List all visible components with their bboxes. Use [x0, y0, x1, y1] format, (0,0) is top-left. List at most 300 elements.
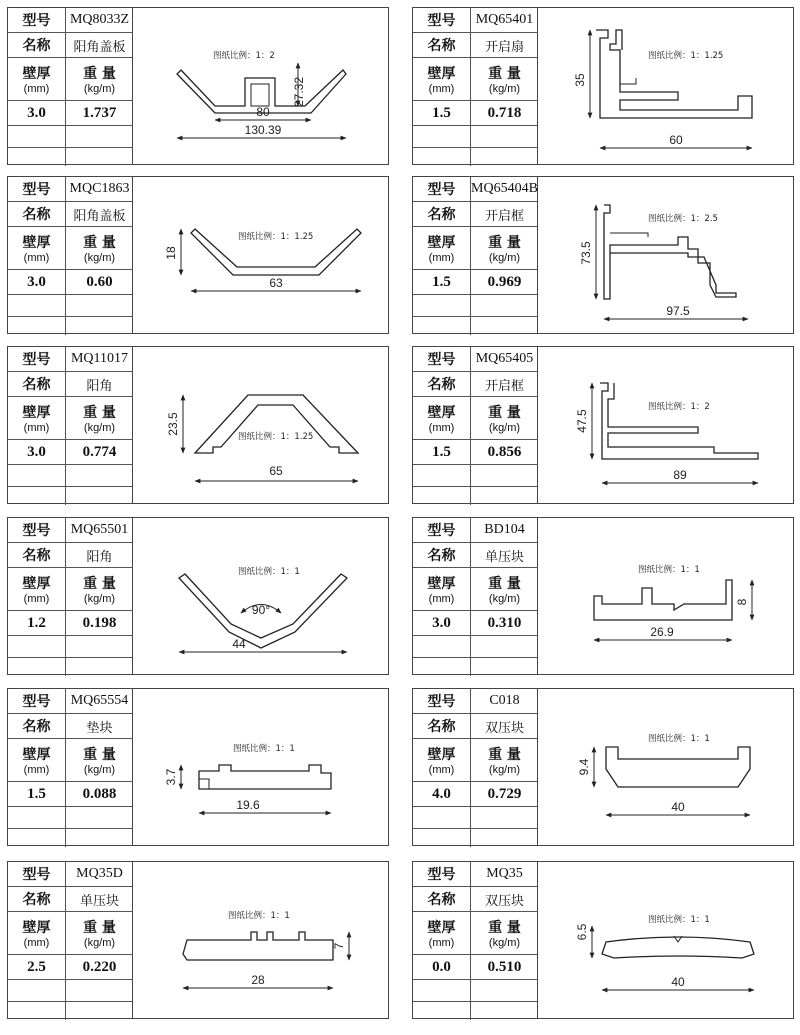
- profile-line: [199, 765, 331, 789]
- profile-svg: [538, 177, 793, 333]
- wall-header: [8, 227, 66, 269]
- spec-table: [8, 177, 133, 333]
- weight-label: 重 量: [83, 235, 116, 251]
- scale-note: 图纸比例：1：2: [213, 51, 275, 61]
- empty-row: [8, 636, 133, 658]
- thickness-value: 3.0: [8, 440, 66, 464]
- profile-svg: [538, 347, 793, 503]
- scale-note: 图纸比例：1：1: [238, 567, 300, 577]
- thickness-value: 1.5: [413, 270, 471, 294]
- model-value: MQ35D: [76, 866, 123, 881]
- thickness-value: 2.5: [8, 955, 66, 979]
- header-row: [413, 568, 538, 611]
- empty-row: [413, 148, 538, 166]
- weight-value: 0.774: [82, 443, 117, 460]
- name-text: 双压块: [484, 720, 524, 736]
- name-label: 名称: [8, 714, 66, 738]
- name-row: [8, 372, 133, 397]
- wall-label: 壁厚: [22, 235, 51, 251]
- empty-row: [413, 126, 538, 148]
- header-row: [8, 568, 133, 611]
- wall-unit: (mm): [23, 764, 50, 776]
- model-label: 型号: [413, 518, 471, 542]
- model-value: BD104: [484, 522, 525, 537]
- model-row: [413, 689, 538, 714]
- wall-unit: (mm): [428, 937, 455, 949]
- model-value: MQC1863: [69, 181, 130, 196]
- model-row: [8, 518, 133, 543]
- wall-unit: (mm): [23, 252, 50, 264]
- profile-svg: [133, 862, 388, 1018]
- weight-unit: (kg/m): [488, 252, 521, 264]
- name-text: 开启框: [484, 378, 524, 394]
- name-text: 开启扇: [484, 39, 524, 55]
- value-row: [413, 782, 538, 807]
- name-label: 名称: [413, 887, 471, 911]
- dimension-label: 130.39: [244, 123, 282, 137]
- weight-label: 重 量: [488, 66, 521, 82]
- wall-label: 壁厚: [22, 747, 51, 763]
- wall-label: 壁厚: [427, 235, 456, 251]
- empty-row: [8, 980, 133, 1002]
- profile-line: [183, 932, 333, 960]
- weight-value: 0.60: [86, 273, 113, 290]
- model-row: [8, 862, 133, 887]
- weight-value: 0.088: [82, 785, 117, 802]
- wall-unit: (mm): [428, 252, 455, 264]
- dimension-label: 19.6: [236, 798, 260, 812]
- product-card: [7, 7, 389, 165]
- weight-value: 0.198: [82, 614, 117, 631]
- profile-line: [606, 747, 750, 787]
- scale-note: 图纸比例：1：2: [648, 402, 710, 412]
- product-card: [412, 176, 794, 334]
- weight-header: [471, 568, 538, 610]
- wall-label: 壁厚: [427, 405, 456, 421]
- weight-label: 重 量: [488, 405, 521, 421]
- model-label: 型号: [8, 8, 66, 32]
- name-value: [471, 372, 538, 396]
- profile-line: [596, 30, 752, 118]
- spec-table: [413, 862, 538, 1018]
- weight-header: [471, 912, 538, 954]
- empty-row: [8, 807, 133, 829]
- dimension-label: 35: [573, 73, 587, 87]
- dimension-label: 7: [332, 942, 346, 950]
- profile-drawing: [133, 177, 388, 333]
- weight-value: 0.510: [487, 958, 522, 975]
- empty-row: [413, 829, 538, 847]
- scale-note: 图纸比例：1：2.5: [648, 214, 718, 224]
- name-row: [8, 202, 133, 227]
- model-label: 型号: [413, 177, 471, 201]
- header-row: [413, 227, 538, 270]
- profile-svg: [538, 862, 793, 1018]
- scale-note: 图纸比例：1：1.25: [648, 51, 724, 61]
- weight-value: 0.220: [82, 958, 117, 975]
- profile-line: [594, 580, 732, 620]
- model-row: [8, 177, 133, 202]
- model-row: [413, 8, 538, 33]
- profile-line: [610, 233, 648, 237]
- dimension-label: 8: [735, 598, 749, 606]
- dimension-label: 23.5: [166, 412, 180, 436]
- profile-drawing: [538, 689, 793, 845]
- product-card: [7, 861, 389, 1019]
- name-value: [66, 33, 133, 57]
- name-text: 阳角: [86, 549, 113, 565]
- product-card: [412, 861, 794, 1019]
- weight-unit: (kg/m): [488, 764, 521, 776]
- wall-label: 壁厚: [22, 576, 51, 592]
- weight-label: 重 量: [488, 576, 521, 592]
- profile-drawing: [133, 347, 388, 503]
- wall-unit: (mm): [23, 422, 50, 434]
- dimension-label: 27.32: [292, 76, 306, 108]
- weight-label: 重 量: [488, 747, 521, 763]
- spec-table: [8, 862, 133, 1018]
- scale-note: 图纸比例：1：1: [648, 915, 710, 925]
- name-value: [471, 714, 538, 738]
- weight-header: [66, 397, 133, 439]
- product-card: [7, 176, 389, 334]
- dimension-label: 80: [256, 105, 270, 119]
- name-value: [66, 543, 133, 567]
- product-card: [412, 7, 794, 165]
- model-label: 型号: [8, 862, 66, 886]
- thickness-value: 1.5: [413, 440, 471, 464]
- header-row: [8, 58, 133, 101]
- model-row: [413, 347, 538, 372]
- header-row: [8, 227, 133, 270]
- dimension-label: 26.9: [650, 625, 674, 639]
- spec-table: [413, 8, 538, 164]
- weight-header: [66, 739, 133, 781]
- name-label: 名称: [413, 543, 471, 567]
- weight-unit: (kg/m): [83, 593, 116, 605]
- scale-note: 图纸比例：1：1: [648, 734, 710, 744]
- name-label: 名称: [8, 543, 66, 567]
- thickness-value: 3.0: [413, 611, 471, 635]
- profile-svg: [133, 8, 388, 164]
- wall-unit: (mm): [428, 764, 455, 776]
- dimension-label: 44: [232, 637, 246, 651]
- scale-note: 图纸比例：1：1: [228, 911, 290, 921]
- dimension-label: 6.5: [575, 923, 589, 941]
- empty-row: [413, 1002, 538, 1020]
- model-label: 型号: [8, 689, 66, 713]
- dimension-label: 47.5: [575, 409, 589, 433]
- name-value: [471, 543, 538, 567]
- name-row: [413, 202, 538, 227]
- weight-unit: (kg/m): [83, 937, 116, 949]
- name-label: 名称: [8, 202, 66, 226]
- value-row: [8, 270, 133, 295]
- name-row: [8, 714, 133, 739]
- spec-table: [413, 177, 538, 333]
- empty-row: [413, 317, 538, 335]
- weight-unit: (kg/m): [83, 83, 116, 95]
- dimension-label: 40: [671, 800, 685, 814]
- name-row: [8, 33, 133, 58]
- dimension-label: 3.7: [164, 768, 178, 786]
- weight-label: 重 量: [488, 235, 521, 251]
- name-label: 名称: [413, 372, 471, 396]
- value-row: [8, 440, 133, 465]
- model-value: MQ11017: [70, 351, 129, 366]
- name-label: 名称: [8, 372, 66, 396]
- model-label: 型号: [8, 347, 66, 371]
- weight-value: 0.310: [487, 614, 522, 631]
- wall-header: [8, 58, 66, 100]
- name-text: 单压块: [484, 549, 524, 565]
- model-label: 型号: [8, 177, 66, 201]
- weight-unit: (kg/m): [488, 937, 521, 949]
- model-value: MQ35: [486, 866, 523, 881]
- name-row: [413, 714, 538, 739]
- dimension-label: 9.4: [577, 758, 591, 776]
- wall-header: [8, 739, 66, 781]
- value-row: [8, 611, 133, 636]
- model-label: 型号: [8, 518, 66, 542]
- name-row: [8, 543, 133, 568]
- model-value: C018: [489, 693, 520, 708]
- profile-line: [195, 395, 358, 453]
- wall-header: [8, 568, 66, 610]
- profile-drawing: [133, 689, 388, 845]
- empty-row: [413, 980, 538, 1002]
- value-row: [8, 101, 133, 126]
- name-value: [66, 202, 133, 226]
- weight-label: 重 量: [83, 405, 116, 421]
- scale-note: 图纸比例：1：1.25: [238, 232, 314, 242]
- name-text: 双压块: [484, 893, 524, 909]
- name-row: [413, 887, 538, 912]
- empty-row: [8, 487, 133, 505]
- wall-label: 壁厚: [22, 405, 51, 421]
- weight-header: [471, 227, 538, 269]
- value-row: [413, 101, 538, 126]
- dimension-label: 60: [669, 133, 683, 147]
- name-value: [66, 714, 133, 738]
- wall-label: 壁厚: [427, 576, 456, 592]
- model-row: [8, 689, 133, 714]
- weight-unit: (kg/m): [83, 422, 116, 434]
- weight-label: 重 量: [83, 920, 116, 936]
- weight-value: 0.718: [487, 104, 522, 121]
- wall-header: [413, 739, 471, 781]
- name-row: [8, 887, 133, 912]
- wall-label: 壁厚: [427, 920, 456, 936]
- profile-drawing: [538, 177, 793, 333]
- weight-value: 1.737: [82, 104, 117, 121]
- profile-drawing: [133, 8, 388, 164]
- weight-unit: (kg/m): [488, 83, 521, 95]
- model-value: MQ65554: [70, 693, 129, 708]
- model-label: 型号: [413, 689, 471, 713]
- model-row: [413, 862, 538, 887]
- profile-line: [602, 937, 754, 958]
- dimension-label: 40: [671, 975, 685, 989]
- model-value: MQ65501: [70, 522, 129, 537]
- empty-row: [8, 465, 133, 487]
- profile-drawing: [133, 862, 388, 1018]
- name-row: [413, 33, 538, 58]
- thickness-value: 1.5: [8, 782, 66, 806]
- model-row: [413, 518, 538, 543]
- profile-drawing: [133, 518, 388, 674]
- empty-row: [413, 636, 538, 658]
- header-row: [8, 739, 133, 782]
- wall-label: 壁厚: [22, 66, 51, 82]
- profile-line: [251, 84, 269, 106]
- empty-row: [413, 295, 538, 317]
- header-row: [413, 397, 538, 440]
- model-row: [413, 177, 538, 202]
- value-row: [413, 270, 538, 295]
- value-row: [413, 611, 538, 636]
- profile-line: [600, 383, 758, 459]
- name-value: [471, 33, 538, 57]
- empty-row: [413, 465, 538, 487]
- profile-drawing: [538, 518, 793, 674]
- empty-row: [8, 317, 133, 335]
- name-value: [66, 887, 133, 911]
- empty-row: [8, 126, 133, 148]
- empty-row: [8, 148, 133, 166]
- name-value: [471, 202, 538, 226]
- wall-header: [8, 397, 66, 439]
- thickness-value: 3.0: [8, 270, 66, 294]
- dimension-label: 89: [673, 468, 687, 482]
- wall-unit: (mm): [428, 422, 455, 434]
- model-label: 型号: [413, 347, 471, 371]
- name-text: 阳角盖板: [73, 39, 126, 55]
- thickness-value: 1.2: [8, 611, 66, 635]
- weight-label: 重 量: [488, 920, 521, 936]
- profile-svg: [133, 518, 388, 674]
- wall-unit: (mm): [23, 593, 50, 605]
- empty-row: [8, 658, 133, 676]
- weight-label: 重 量: [83, 747, 116, 763]
- product-card: [7, 517, 389, 675]
- name-label: 名称: [413, 33, 471, 57]
- name-value: [66, 372, 133, 396]
- profile-svg: [133, 347, 388, 503]
- product-card: [7, 346, 389, 504]
- wall-header: [8, 912, 66, 954]
- profile-svg: [133, 177, 388, 333]
- spec-table: [413, 518, 538, 674]
- name-value: [471, 887, 538, 911]
- profile-svg: [538, 689, 793, 845]
- thickness-value: 4.0: [413, 782, 471, 806]
- wall-label: 壁厚: [427, 747, 456, 763]
- header-row: [8, 912, 133, 955]
- empty-row: [8, 1002, 133, 1020]
- spec-table: [8, 8, 133, 164]
- weight-unit: (kg/m): [488, 593, 521, 605]
- wall-label: 壁厚: [427, 66, 456, 82]
- empty-row: [8, 295, 133, 317]
- profile-svg: [133, 689, 388, 845]
- value-row: [413, 440, 538, 465]
- wall-unit: (mm): [23, 937, 50, 949]
- profile-svg: [538, 8, 793, 164]
- wall-header: [413, 568, 471, 610]
- name-text: 单压块: [79, 893, 119, 909]
- model-row: [8, 8, 133, 33]
- name-row: [413, 543, 538, 568]
- scale-note: 图纸比例：1：1: [638, 565, 700, 575]
- model-value: MQ65405: [475, 351, 534, 366]
- name-text: 开启框: [484, 208, 524, 224]
- dimension-label: 73.5: [579, 241, 593, 265]
- dimension-label: 65: [269, 464, 283, 478]
- empty-row: [413, 807, 538, 829]
- model-label: 型号: [413, 8, 471, 32]
- name-text: 阳角盖板: [73, 208, 126, 224]
- wall-header: [413, 912, 471, 954]
- header-row: [413, 912, 538, 955]
- thickness-value: 3.0: [8, 101, 66, 125]
- weight-header: [66, 568, 133, 610]
- thickness-value: 0.0: [413, 955, 471, 979]
- weight-label: 重 量: [83, 576, 116, 592]
- wall-label: 壁厚: [22, 920, 51, 936]
- weight-value: 0.969: [487, 273, 522, 290]
- scale-note: 图纸比例：1：1.25: [238, 432, 314, 442]
- dimension-label: 97.5: [666, 304, 690, 318]
- empty-row: [8, 829, 133, 847]
- wall-unit: (mm): [428, 593, 455, 605]
- name-label: 名称: [413, 202, 471, 226]
- header-row: [413, 58, 538, 101]
- spec-table: [8, 347, 133, 503]
- spec-table: [8, 689, 133, 845]
- value-row: [8, 782, 133, 807]
- weight-unit: (kg/m): [488, 422, 521, 434]
- spec-table: [8, 518, 133, 674]
- weight-header: [66, 912, 133, 954]
- dimension-label: 18: [164, 246, 178, 260]
- empty-row: [413, 487, 538, 505]
- wall-header: [413, 227, 471, 269]
- weight-value: 0.729: [487, 785, 522, 802]
- value-row: [8, 955, 133, 980]
- header-row: [413, 739, 538, 782]
- wall-header: [413, 58, 471, 100]
- product-card: [412, 517, 794, 675]
- product-card: [412, 688, 794, 846]
- weight-label: 重 量: [83, 66, 116, 82]
- dimension-label: 63: [269, 276, 283, 290]
- model-value: MQ65404B: [471, 181, 538, 196]
- model-label: 型号: [413, 862, 471, 886]
- name-text: 阳角: [86, 378, 113, 394]
- model-value: MQ65401: [475, 12, 534, 27]
- thickness-value: 1.5: [413, 101, 471, 125]
- dimension-label: 28: [251, 973, 265, 987]
- value-row: [413, 955, 538, 980]
- product-card: [7, 688, 389, 846]
- weight-header: [471, 739, 538, 781]
- spec-table: [413, 689, 538, 845]
- profile-line: [620, 78, 636, 84]
- weight-value: 0.856: [487, 443, 522, 460]
- dimension-label: 90°: [251, 603, 271, 617]
- header-row: [8, 397, 133, 440]
